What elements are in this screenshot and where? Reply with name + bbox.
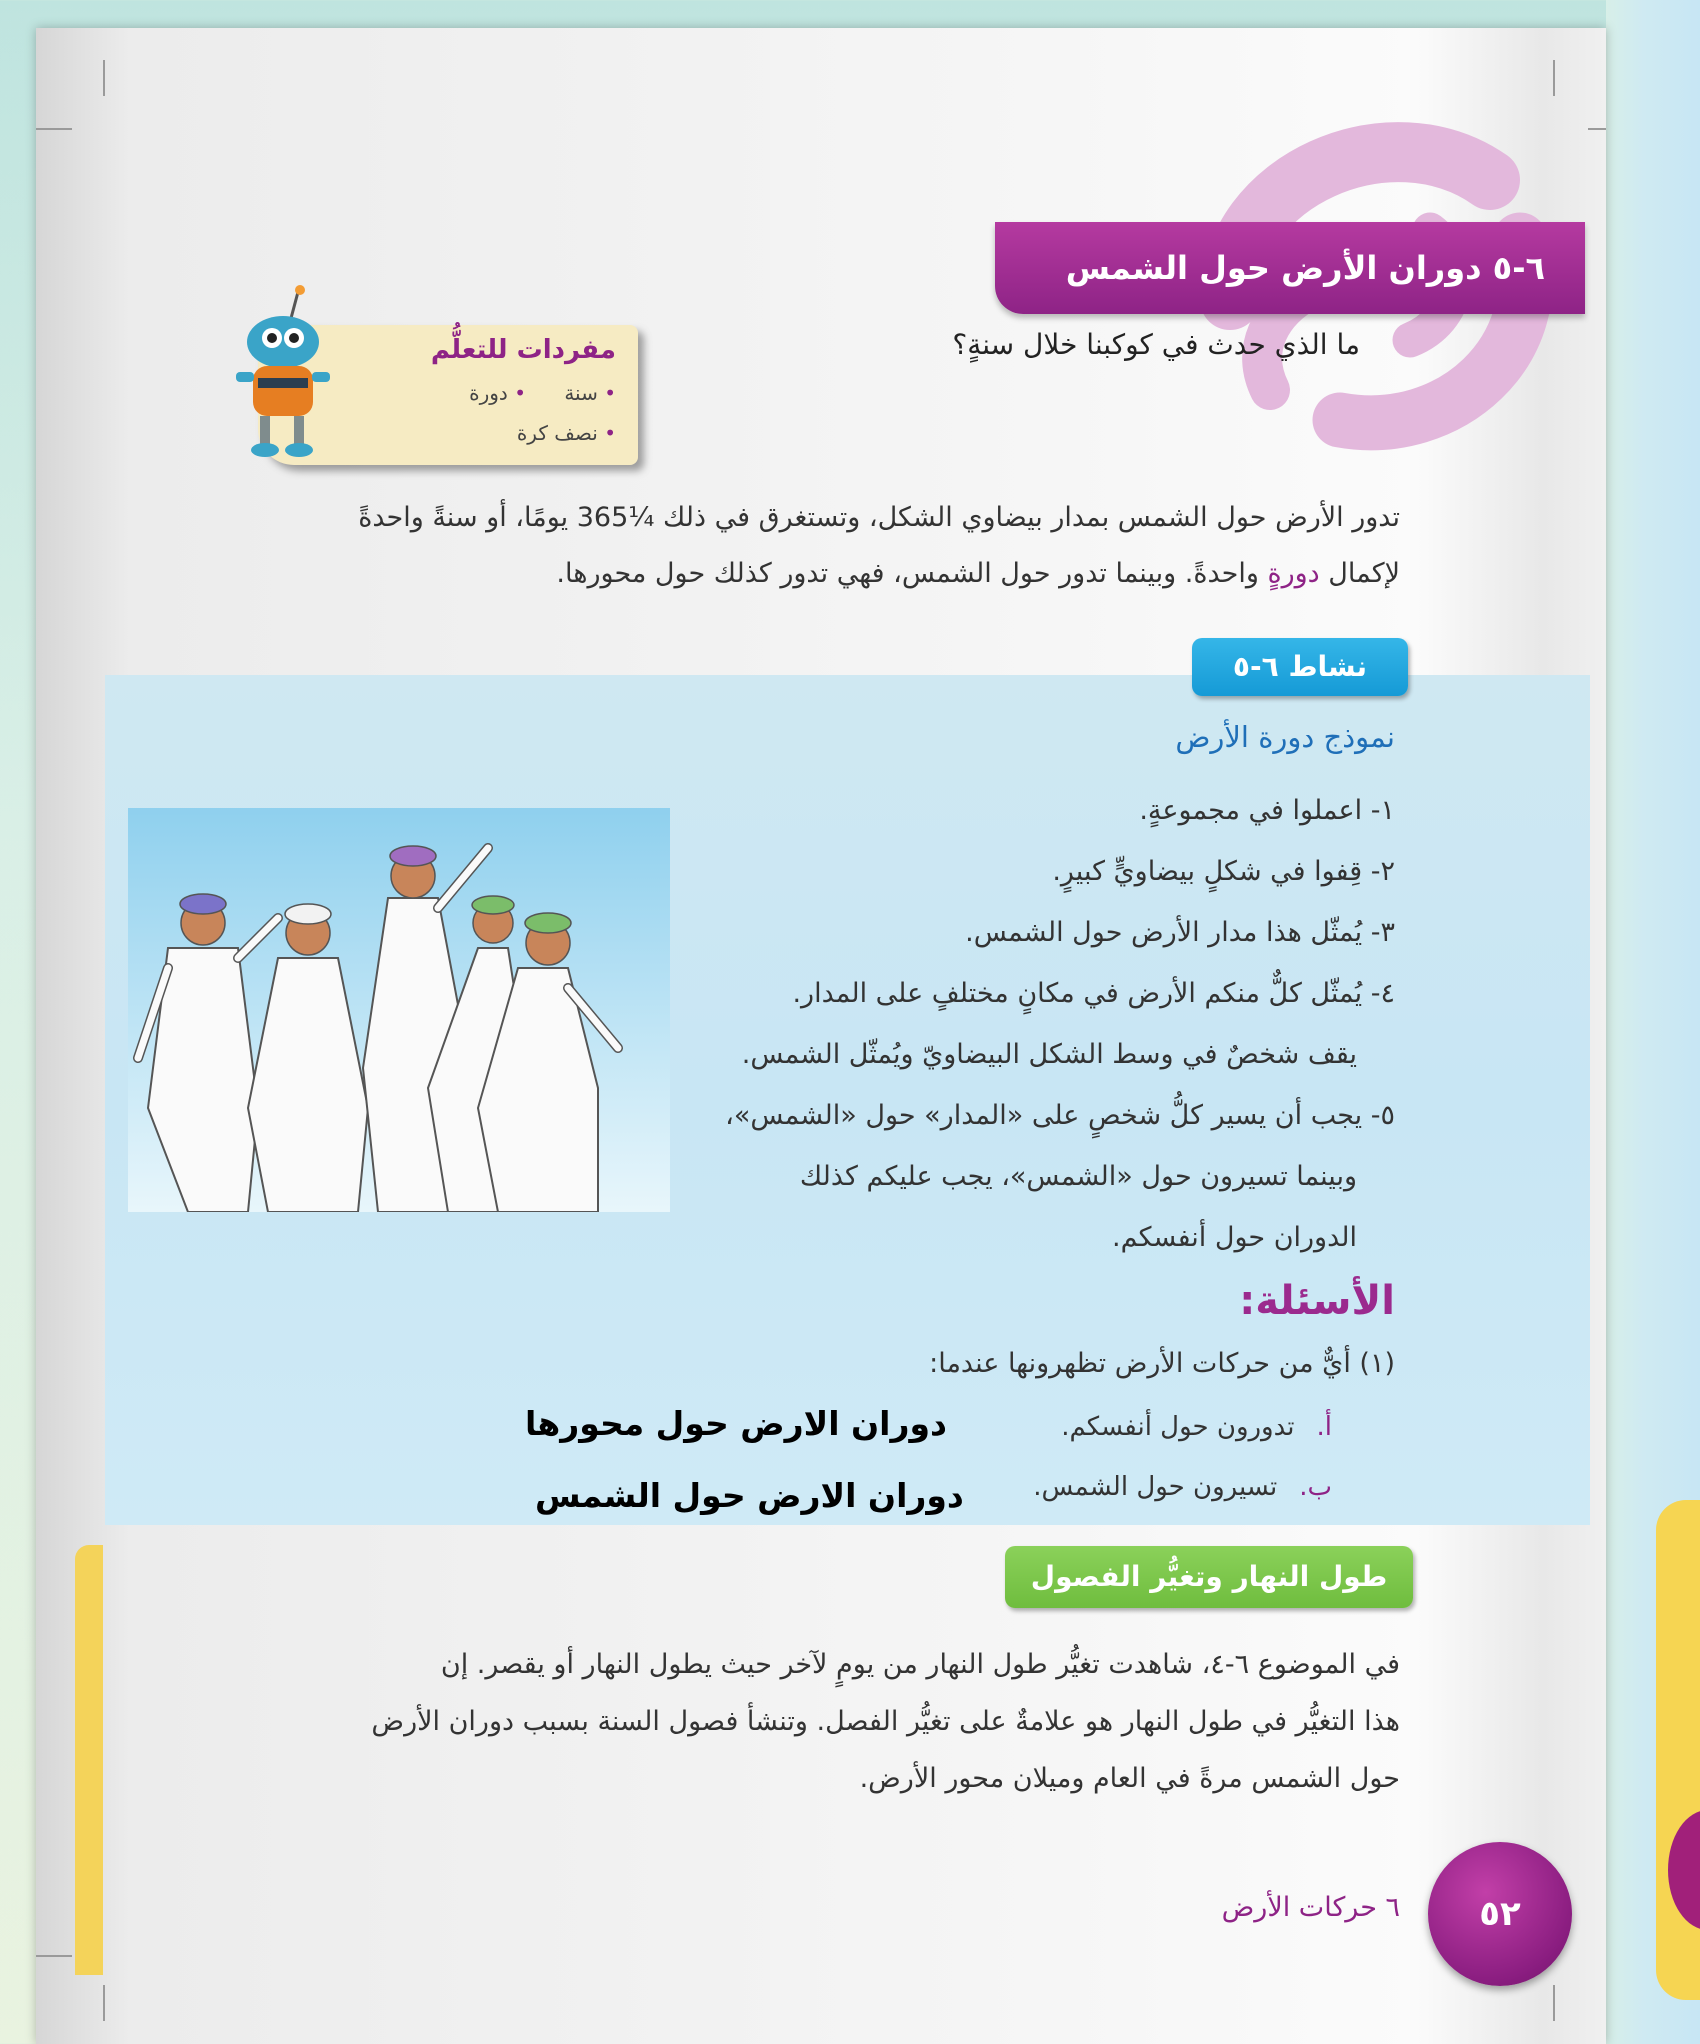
highlighted-term: دورةٍ xyxy=(1267,558,1320,589)
activity-step: ١- اعملوا في مجموعةٍ. xyxy=(1139,795,1395,826)
intro-line-2 xyxy=(320,546,1400,602)
vocabulary-item: • نصف كرة xyxy=(517,421,616,445)
seasons-line: هذا التغيُّر في طول النهار هو علامةٌ على تغيُّر الفصل. وتنشأ فصول السنة بسبب دوران الأرض xyxy=(371,1706,1400,1737)
crop-mark xyxy=(36,128,72,130)
activity-step: ٥- يجب أن يسير كلُّ شخصٍ على «المدار» حول «الشمس»، xyxy=(725,1100,1395,1131)
question-1b xyxy=(1033,1472,1332,1502)
intro-question: ما الذي حدث في كوكبنا خلال سنةٍ؟ xyxy=(952,328,1360,361)
section-side-band xyxy=(75,1545,103,1975)
activity-subtitle: نموذج دورة الأرض xyxy=(1175,720,1395,754)
option-text: تسيرون حول الشمس. xyxy=(1033,1472,1278,1502)
crop-mark xyxy=(103,1985,105,2021)
activity-step: ٢- قِفوا في شكلٍ بيضاويٍّ كبيرٍ. xyxy=(1052,856,1395,887)
activity-step: ٣- يُمثّل هذا مدار الأرض حول الشمس. xyxy=(965,917,1395,948)
vocabulary-item: • دورة xyxy=(469,381,526,405)
page-number: ٥٢ xyxy=(1428,1842,1572,1986)
seasons-tag: طول النهار وتغيُّر الفصول xyxy=(1005,1546,1413,1608)
intro-text: واحدةً. وبينما تدور حول الشمس، فهي تدور كذلك حول محورها. xyxy=(556,558,1268,589)
section-title: ٦-٥ دوران الأرض حول الشمس xyxy=(995,222,1585,314)
intro-text: لإكمال xyxy=(1319,558,1400,589)
crop-mark xyxy=(36,1955,72,1957)
robot-mascot-icon xyxy=(228,282,338,462)
seasons-paragraph xyxy=(320,1636,1400,1807)
activity-step: ٤- يُمثّل كلٌّ منكم الأرض في مكانٍ مختلفٍ على المدار. xyxy=(792,978,1395,1009)
activity-step: يقف شخصٌ في وسط الشكل البيضاويّ ويُمثّل الشمس. xyxy=(741,1039,1357,1070)
answer-b[interactable]: دوران الارض حول الشمس xyxy=(535,1476,964,1515)
crop-mark xyxy=(1588,128,1606,130)
activity-step: الدوران حول أنفسكم. xyxy=(1112,1222,1357,1253)
intro-paragraph xyxy=(320,490,1400,602)
activity-tag: نشاط ٦-٥ xyxy=(1192,638,1408,696)
seasons-line: حول الشمس مرةً في العام وميلان محور الأرض. xyxy=(859,1763,1400,1794)
intro-line-1: تدور الأرض حول الشمس بمدار بيضاوي الشكل، وتستغرق في ذلك ¼365 يومًا، أو سنةً واحدةً xyxy=(358,502,1400,533)
answer-a[interactable]: دوران الارض حول محورها xyxy=(525,1404,947,1443)
question-1: (١) أيٌّ من حركات الأرض تظهرونها عندما: xyxy=(929,1348,1395,1379)
crop-mark xyxy=(1553,1985,1555,2021)
children-illustration xyxy=(128,808,670,1212)
activity-step: وبينما تسيرون حول «الشمس»، يجب عليكم كذلك xyxy=(799,1161,1357,1192)
crop-mark xyxy=(103,60,105,96)
vocabulary-item: • سنة xyxy=(564,381,616,405)
vocabulary-title: مفردات للتعلُّم xyxy=(430,335,616,365)
option-letter: ب. xyxy=(1299,1472,1332,1502)
option-text: تدورون حول أنفسكم. xyxy=(1061,1412,1295,1442)
unit-title: ٦ حركات الأرض xyxy=(1221,1892,1400,1923)
seasons-line: في الموضوع ٦-٤، شاهدت تغيُّر طول النهار من يومٍ لآخر حيث يطول النهار أو يقصر. إن xyxy=(440,1649,1400,1680)
option-letter: أ. xyxy=(1316,1412,1332,1442)
question-1a xyxy=(1061,1412,1332,1442)
questions-title: الأسئلة: xyxy=(1239,1278,1395,1324)
